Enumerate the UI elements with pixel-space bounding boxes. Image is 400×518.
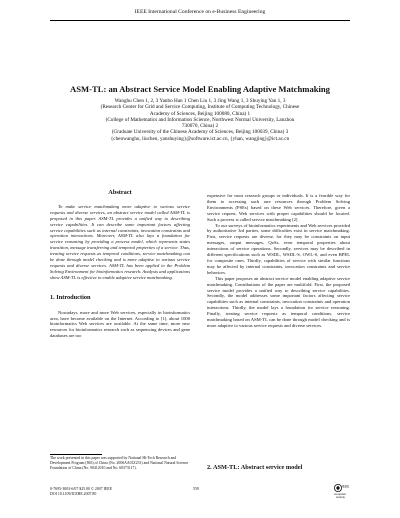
svg-text:IEEE: IEEE — [342, 484, 350, 489]
affiliation-1-line-2: Academy of Sciences, Beijing 100080, China) 1 — [149, 110, 251, 117]
right-column — [207, 193, 350, 329]
affiliation-2-line-1: (College of Mathematics and Information Science, Northwest Normal University, Lanzhou — [105, 116, 295, 123]
svg-text:computer: computer — [334, 492, 347, 496]
section-2-heading: 2. ASM-TL: Abstract service model — [207, 464, 303, 471]
page-number: 559 — [193, 487, 199, 491]
abstract-text: To make service matchmaking more adaptive to various service requests and diverse services, an abstract service model called ASM-TL is proposed in this paper. ASM-TL provides a unified way to describing service capabilities. It can describe some important factors affecting service capabilities such as internal constraints, invocation constraints and operation interactions. Moreover, ASM-TL also lays a foundation for service reasoning by providing a process model, which represents states transition, message transferring and temporal properties of a service. Thus, treating service requests as temporal conditions, service matchmaking can be done through model checking and is more adaptive to various service requests and diverse services. ASM-TL has been applied to the Problem Solving Environment for bioinformatics research. Analysis and applications show ASM-TL is effective to enable adaptive service matchmaking. — [50, 203, 190, 280]
header-rule — [50, 20, 350, 21]
introduction-text: Nowadays, more and more Web services, especially in bioinformatics area, have become available on the Internet. According to [1], about 1000 bioinformatics Web services are available. At the same time, more new resources for bioinformatics research such as sequencing devices and gene databases are too — [50, 309, 190, 339]
footer-left — [50, 487, 112, 497]
author-block — [70, 98, 330, 142]
svg-text:society: society — [336, 495, 345, 500]
affiliation-1-line-1: (Research Center for Grid and Service Computing, Institute of Computing Technology, Chinese — [100, 104, 300, 111]
footnote-rule — [50, 454, 102, 455]
funding-footnote: The work presented in this paper was supported by National Hi-Tech Research and Development Program (863) of China (No. 2006AA01Z231) and National Natural Science Foundation of China (No. 90412010 and No. 60573117). — [50, 456, 189, 470]
introduction-heading: 1. Introduction — [50, 293, 91, 301]
author-emails: {chenwanghu, liuchen, yanshuying}@software.ict.ac.cn, {yhan, wangjing}@ict.ac.cn — [110, 135, 290, 142]
paper-title: ASM-TL: an Abstract Service Model Enabling Adaptive Matchmaking — [70, 84, 330, 94]
doi-line: DOI 10.1109/ICEBE.2007.80 — [50, 492, 97, 496]
affiliation-2-line-2: 730070, China) 2 — [181, 123, 219, 130]
right-paragraph-1: expensive for most research groups or individuals. It is a feasible way for them to accessing such rare resources through Problem Solving Environments (PSEs) based on these Web services. Therefore, given a service request, Web services with proper capabilities should be located. Such a process is called service matchmaking [2]. — [207, 193, 350, 222]
right-paragraph-3: This paper proposes an abstract service model enabling adaptive service matchmaking. Contributions of the paper are multifold. First, the proposed service model provides a unified way to describing service capabilities. Secondly, the model addresses some important factors affecting service capabilities such as internal constraints, invocation constraints and operation interactions. Thirdly, the model lays a foundation for service reasoning. Finally, treating service requests as temporal conditions, service matchmaking based on ASM-TL can be done through model checking and is more adaptive to various service requests and diverse services. — [207, 275, 350, 328]
affiliation-3: (Graduate University of the Chinese Academy of Sciences, Beijing 100039, China) 3 — [111, 129, 289, 136]
abstract-heading: Abstract — [108, 189, 132, 196]
right-paragraph-2: To our surveys of bioinformatics experiments and Web services provided by authoritative 3rd parties, some difficulties exist in service matchmaking. First, service requests are diverse, for they may be constraints on input messages, output messages, QoSs, even temporal properties about interactions of service operations. Secondly, services may be described in different specifications such as WSDL, WSDL-S, OWL-S, and even BPEL for composite ones. Thirdly, capabilities of service with similar functions may be affected by internal constraints, invocation constraints and service behaviors. — [207, 222, 350, 275]
author-names: Wanghu Chen 1, 2, 3 Yanbo Han 1 Chen Liu 1, 3 Jing Wang 1, 3 Shuying Yan 1, 3 — [114, 98, 286, 104]
conference-header: IEEE International Conference on e-Business Engineering — [134, 9, 266, 15]
left-column — [50, 190, 190, 339]
isbn-price: 0-7695-3003-6/07 $25.00 © 2007 IEEE — [50, 487, 113, 491]
ieee-computer-society-logo — [333, 483, 353, 500]
